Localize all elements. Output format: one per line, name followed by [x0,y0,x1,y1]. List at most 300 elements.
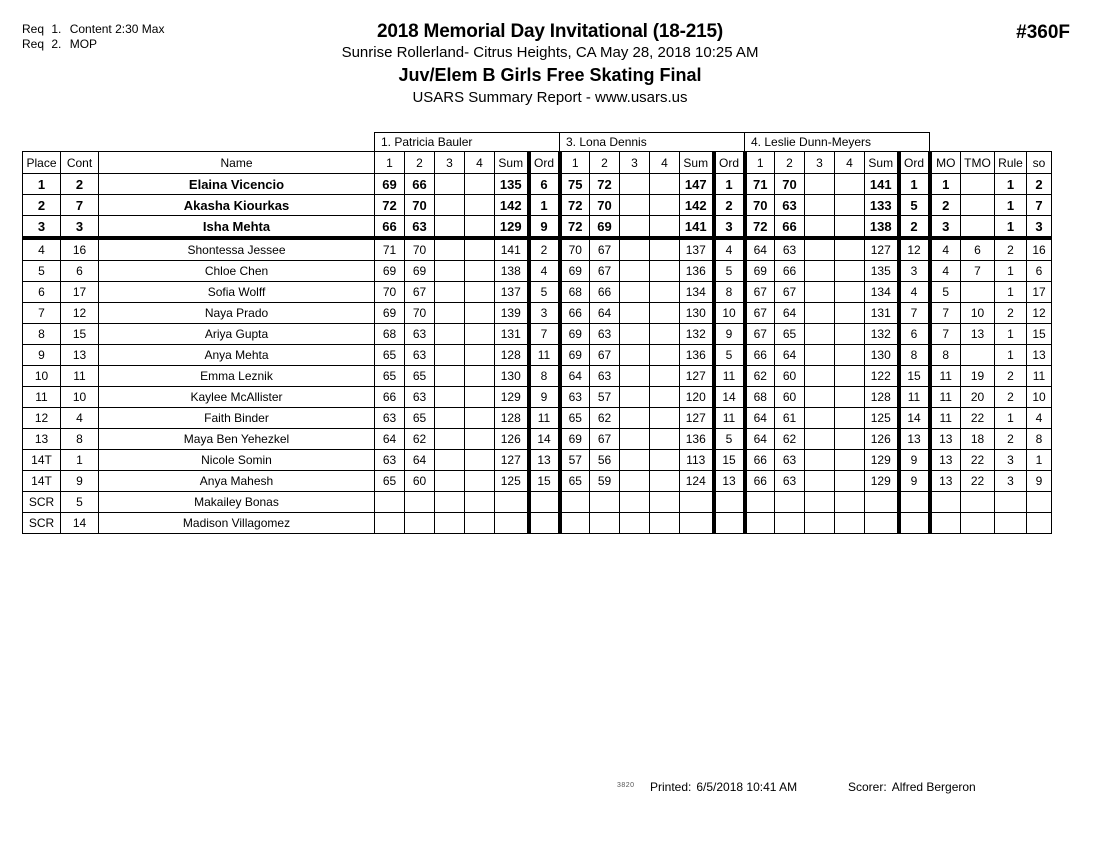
cell-judge2-element1: 66 [560,303,590,324]
cell-judge2-element4 [650,345,680,366]
cell-skater-name: Faith Binder [99,408,375,429]
cell-judge3-sum: 141 [865,174,899,195]
header-mo: MO [930,152,961,174]
cell-judge3-sum: 129 [865,471,899,492]
cell-judge1-element1: 69 [375,174,405,195]
header-cont: Cont [61,152,99,174]
cell-cont: 12 [61,303,99,324]
cell-judge3-element1 [745,492,775,513]
requirement-number: 2. [51,37,62,51]
cell-judge2-element2: 72 [590,174,620,195]
cell-judge3-ord: 1 [899,174,930,195]
cell-judge2-element2: 67 [590,345,620,366]
header-so: so [1027,152,1052,174]
cell-judge1-element1: 63 [375,450,405,471]
cell-judge2-element2: 64 [590,303,620,324]
cell-so: 4 [1027,408,1052,429]
cell-judge3-element3 [805,471,835,492]
cell-so: 6 [1027,261,1052,282]
cell-tmo: 18 [961,429,995,450]
cell-judge3-element2 [775,492,805,513]
cell-judge2-element3 [620,408,650,429]
cell-judge1-ord: 2 [529,238,560,261]
cell-judge2-element2: 62 [590,408,620,429]
cell-judge3-element4 [835,238,865,261]
cell-judge2-element1 [560,513,590,534]
cell-judge2-element2: 69 [590,216,620,239]
cell-rule: 1 [995,324,1027,345]
cell-judge1-element1: 69 [375,303,405,324]
cell-rule: 2 [995,387,1027,408]
cell-tmo [961,492,995,513]
cell-judge3-sum: 126 [865,429,899,450]
cell-so [1027,513,1052,534]
cell-rule: 1 [995,174,1027,195]
cell-judge1-element3 [435,492,465,513]
cell-judge1-sum: 131 [495,324,529,345]
cell-judge3-element1: 67 [745,324,775,345]
cell-judge1-element3 [435,216,465,239]
event-title: 2018 Memorial Day Invitational (18-215) [377,21,723,42]
cell-so: 7 [1027,195,1052,216]
cell-judge1-ord: 7 [529,324,560,345]
cell-cont: 15 [61,324,99,345]
cell-judge1-sum: 135 [495,174,529,195]
cell-judge1-element3 [435,471,465,492]
header-rule: Rule [995,152,1027,174]
cell-judge3-element4 [835,513,865,534]
cell-judge1-element3 [435,195,465,216]
cell-tmo: 7 [961,261,995,282]
cell-judge2-ord: 2 [714,195,745,216]
cell-judge1-element1: 65 [375,471,405,492]
cell-judge2-sum: 127 [680,366,714,387]
table-row[interactable] [23,261,1052,282]
cell-judge2-ord: 3 [714,216,745,239]
cell-judge1-element1: 69 [375,261,405,282]
header-judge3-element4: 4 [835,152,865,174]
cell-judge2-sum: 113 [680,450,714,471]
cell-judge3-element2: 60 [775,387,805,408]
table-row[interactable] [23,303,1052,324]
cell-judge2-element3 [620,450,650,471]
cell-judge1-element4 [465,429,495,450]
cell-judge2-sum: 134 [680,282,714,303]
cell-judge3-element4 [835,387,865,408]
cell-judge3-element2: 64 [775,303,805,324]
cell-place: 13 [23,429,61,450]
cell-judge2-element3 [620,429,650,450]
cell-rule [995,513,1027,534]
cell-judge3-ord: 11 [899,387,930,408]
header-judge2-element1: 1 [560,152,590,174]
cell-judge2-element3 [620,492,650,513]
table-row[interactable] [23,216,1052,239]
cell-judge2-element3 [620,324,650,345]
cell-judge3-element1: 62 [745,366,775,387]
cell-judge2-element3 [620,261,650,282]
cell-judge3-element4 [835,324,865,345]
cell-judge2-element1 [560,492,590,513]
cell-mo: 11 [930,408,961,429]
cell-judge3-element1: 67 [745,282,775,303]
cell-mo: 2 [930,195,961,216]
cell-judge2-element4 [650,429,680,450]
table-row[interactable] [23,408,1052,429]
table-row[interactable] [23,387,1052,408]
cell-judge1-sum: 125 [495,471,529,492]
cell-judge3-element3 [805,303,835,324]
table-row[interactable] [23,238,1052,261]
cell-judge3-ord: 3 [899,261,930,282]
cell-judge3-element3 [805,429,835,450]
scorer-info [848,780,976,794]
header-tmo: TMO [961,152,995,174]
cell-judge1-ord: 5 [529,282,560,303]
cell-rule: 1 [995,282,1027,303]
cell-judge3-element3 [805,216,835,239]
cell-judge3-sum [865,513,899,534]
cell-mo: 4 [930,261,961,282]
cell-rule: 2 [995,303,1027,324]
cell-judge2-element3 [620,216,650,239]
cell-judge2-ord: 8 [714,282,745,303]
cell-place: SCR [23,513,61,534]
report-header [0,20,1100,109]
cell-judge2-element2: 63 [590,324,620,345]
table-row[interactable] [23,429,1052,450]
cell-so: 10 [1027,387,1052,408]
printed-value: 6/5/2018 10:41 AM [696,780,798,794]
cell-so: 17 [1027,282,1052,303]
header-judge2-element2: 2 [590,152,620,174]
cell-judge3-element3 [805,513,835,534]
cell-judge3-sum: 125 [865,408,899,429]
table-row[interactable] [23,492,1052,513]
header-judge2-sum: Sum [680,152,714,174]
cell-skater-name: Elaina Vicencio [99,174,375,195]
cell-judge1-element4 [465,261,495,282]
cell-judge2-element4 [650,450,680,471]
cell-judge2-element3 [620,387,650,408]
cell-tmo: 20 [961,387,995,408]
cell-judge2-sum [680,513,714,534]
judge-banner-row [23,133,1052,152]
cell-judge3-element4 [835,174,865,195]
cell-judge3-element1: 72 [745,216,775,239]
table-row[interactable] [23,345,1052,366]
cell-judge2-element3 [620,174,650,195]
header-judge3-sum: Sum [865,152,899,174]
cell-rule: 2 [995,238,1027,261]
cell-judge2-element4 [650,408,680,429]
report-source-line: USARS Summary Report - www.usars.us [412,89,688,106]
cell-judge1-element4 [465,513,495,534]
cell-judge3-element2: 70 [775,174,805,195]
cell-judge1-element4 [465,216,495,239]
header-judge3-element3: 3 [805,152,835,174]
cell-tmo: 6 [961,238,995,261]
scorer-value: Alfred Bergeron [891,780,976,794]
cell-judge1-sum [495,492,529,513]
cell-judge3-element2: 64 [775,345,805,366]
cell-judge1-element3 [435,429,465,450]
cell-judge3-element2: 67 [775,282,805,303]
cell-judge2-element2: 67 [590,429,620,450]
requirement-label: Req [22,37,45,51]
cell-judge2-element3 [620,366,650,387]
cell-skater-name: Emma Leznik [99,366,375,387]
cell-mo: 11 [930,366,961,387]
cell-judge3-ord: 15 [899,366,930,387]
cell-judge3-ord: 12 [899,238,930,261]
cell-judge3-ord: 6 [899,324,930,345]
cell-skater-name: Naya Prado [99,303,375,324]
cell-judge1-element1: 68 [375,324,405,345]
cell-judge2-element2: 63 [590,366,620,387]
cell-judge1-element1: 71 [375,238,405,261]
cell-skater-name: Anya Mahesh [99,471,375,492]
table-row[interactable] [23,450,1052,471]
header-judge1-element1: 1 [375,152,405,174]
cell-mo: 13 [930,471,961,492]
cell-judge2-element1: 69 [560,261,590,282]
scorer-label: Scorer: [848,780,887,794]
cell-judge2-element1: 72 [560,216,590,239]
cell-judge2-element2: 56 [590,450,620,471]
judge-name-1: 1. Patricia Bauler [375,133,560,152]
judge-name-3: 4. Leslie Dunn-Meyers [745,133,930,152]
cell-rule [995,492,1027,513]
cell-mo: 7 [930,324,961,345]
cell-so: 13 [1027,345,1052,366]
cell-judge2-element1: 64 [560,366,590,387]
header-judge1-sum: Sum [495,152,529,174]
cell-skater-name: Isha Mehta [99,216,375,239]
cell-judge2-element4 [650,324,680,345]
column-header-row [23,152,1052,174]
cell-place: 9 [23,345,61,366]
cell-judge2-element2: 67 [590,238,620,261]
cell-judge2-element2: 70 [590,195,620,216]
header-judge1-ord: Ord [529,152,560,174]
header-place: Place [23,152,61,174]
header-judge2-element3: 3 [620,152,650,174]
cell-rule: 1 [995,261,1027,282]
cell-judge1-element2: 62 [405,429,435,450]
cell-so: 11 [1027,366,1052,387]
cell-judge2-sum: 127 [680,408,714,429]
cell-judge2-ord: 1 [714,174,745,195]
cell-judge2-element1: 57 [560,450,590,471]
cell-judge1-element3 [435,261,465,282]
cell-judge1-element1: 66 [375,387,405,408]
cell-judge3-ord: 4 [899,282,930,303]
cell-judge1-element4 [465,282,495,303]
cell-so: 1 [1027,450,1052,471]
header-name: Name [99,152,375,174]
cell-judge1-element4 [465,324,495,345]
cell-judge2-element2 [590,492,620,513]
cell-judge3-element3 [805,261,835,282]
requirement-label: Req [22,22,45,36]
cell-judge3-element4 [835,408,865,429]
cell-judge1-element1: 66 [375,216,405,239]
cell-judge3-element2: 65 [775,324,805,345]
cell-judge1-ord: 4 [529,261,560,282]
cell-judge2-element1: 63 [560,387,590,408]
cell-tmo: 19 [961,366,995,387]
cell-judge3-sum [865,492,899,513]
cell-judge2-element3 [620,238,650,261]
cell-judge3-element4 [835,216,865,239]
cell-judge2-sum: 132 [680,324,714,345]
cell-judge1-element2: 66 [405,174,435,195]
cell-judge1-ord: 9 [529,216,560,239]
cell-judge1-ord: 14 [529,429,560,450]
cell-judge3-element2: 60 [775,366,805,387]
cell-skater-name: Sofia Wolff [99,282,375,303]
results-table [22,132,1052,534]
judge-banner-tail-spacer [930,133,1052,152]
cell-judge3-ord [899,492,930,513]
cell-judge3-element2: 62 [775,429,805,450]
cell-judge1-sum: 129 [495,387,529,408]
cell-skater-name: Anya Mehta [99,345,375,366]
cell-judge1-sum: 141 [495,238,529,261]
cell-judge1-element3 [435,324,465,345]
cell-judge3-sum: 132 [865,324,899,345]
cell-judge3-sum: 127 [865,238,899,261]
cell-mo: 3 [930,216,961,239]
cell-judge1-ord: 13 [529,450,560,471]
cell-judge1-sum: 126 [495,429,529,450]
cell-judge3-element4 [835,303,865,324]
cell-judge2-ord: 15 [714,450,745,471]
cell-judge2-element4 [650,366,680,387]
cell-judge1-element2: 67 [405,282,435,303]
header-judge1-element2: 2 [405,152,435,174]
cell-judge2-sum: 137 [680,238,714,261]
cell-judge2-element1: 69 [560,345,590,366]
cell-judge3-element2: 66 [775,261,805,282]
cell-judge1-element3 [435,174,465,195]
cell-judge3-ord: 8 [899,345,930,366]
cell-judge2-element1: 65 [560,471,590,492]
cell-judge3-element1: 67 [745,303,775,324]
cell-place: 11 [23,387,61,408]
cell-place: 6 [23,282,61,303]
cell-judge2-element1: 72 [560,195,590,216]
cell-judge3-ord: 5 [899,195,930,216]
cell-judge2-element4 [650,513,680,534]
cell-judge2-sum: 141 [680,216,714,239]
cell-skater-name: Maya Ben Yehezkel [99,429,375,450]
cell-judge3-element3 [805,345,835,366]
cell-judge3-element2: 63 [775,450,805,471]
table-row[interactable] [23,513,1052,534]
header-judge3-ord: Ord [899,152,930,174]
cell-judge2-element3 [620,345,650,366]
cell-judge2-ord: 11 [714,366,745,387]
cell-judge2-element2: 67 [590,261,620,282]
cell-cont: 5 [61,492,99,513]
cell-judge3-element4 [835,492,865,513]
cell-place: SCR [23,492,61,513]
cell-judge3-ord: 14 [899,408,930,429]
cell-judge3-ord: 9 [899,450,930,471]
cell-judge2-sum [680,492,714,513]
cell-rule: 2 [995,366,1027,387]
cell-judge1-element4 [465,471,495,492]
cell-judge2-element4 [650,471,680,492]
cell-judge1-element2: 69 [405,261,435,282]
cell-tmo: 22 [961,408,995,429]
table-row[interactable] [23,471,1052,492]
cell-judge1-ord [529,513,560,534]
cell-judge1-ord: 6 [529,174,560,195]
cell-judge1-sum: 130 [495,366,529,387]
cell-judge2-ord: 10 [714,303,745,324]
cell-judge1-element2: 70 [405,303,435,324]
cell-judge3-element1: 69 [745,261,775,282]
cell-judge2-ord: 14 [714,387,745,408]
cell-judge2-element3 [620,303,650,324]
cell-judge3-sum: 133 [865,195,899,216]
table-row[interactable] [23,324,1052,345]
cell-judge3-element1: 64 [745,429,775,450]
cell-rule: 1 [995,345,1027,366]
table-row[interactable] [23,174,1052,195]
cell-mo [930,513,961,534]
cell-place: 1 [23,174,61,195]
cell-place: 5 [23,261,61,282]
cell-tmo: 10 [961,303,995,324]
cell-place: 7 [23,303,61,324]
cell-judge1-element3 [435,387,465,408]
cell-cont: 4 [61,408,99,429]
cell-judge1-ord: 15 [529,471,560,492]
cell-judge3-element3 [805,282,835,303]
cell-judge3-element4 [835,195,865,216]
cell-cont: 1 [61,450,99,471]
cell-so: 15 [1027,324,1052,345]
cell-judge1-sum: 128 [495,345,529,366]
table-row[interactable] [23,282,1052,303]
cell-judge2-element3 [620,471,650,492]
cell-judge3-element3 [805,324,835,345]
cell-judge1-element4 [465,303,495,324]
table-row[interactable] [23,366,1052,387]
table-row[interactable] [23,195,1052,216]
cell-judge3-element4 [835,282,865,303]
cell-judge3-element3 [805,387,835,408]
cell-judge2-ord: 9 [714,324,745,345]
cell-judge1-sum: 142 [495,195,529,216]
cell-judge1-element3 [435,345,465,366]
cell-so: 9 [1027,471,1052,492]
printed-label: Printed: [650,780,692,794]
cell-skater-name: Ariya Gupta [99,324,375,345]
cell-place: 12 [23,408,61,429]
cell-judge3-element4 [835,450,865,471]
cell-cont: 6 [61,261,99,282]
printed-timestamp [650,780,797,794]
cell-place: 3 [23,216,61,239]
cell-judge2-element4 [650,216,680,239]
division-title: Juv/Elem B Girls Free Skating Final [398,65,702,85]
cell-tmo [961,195,995,216]
